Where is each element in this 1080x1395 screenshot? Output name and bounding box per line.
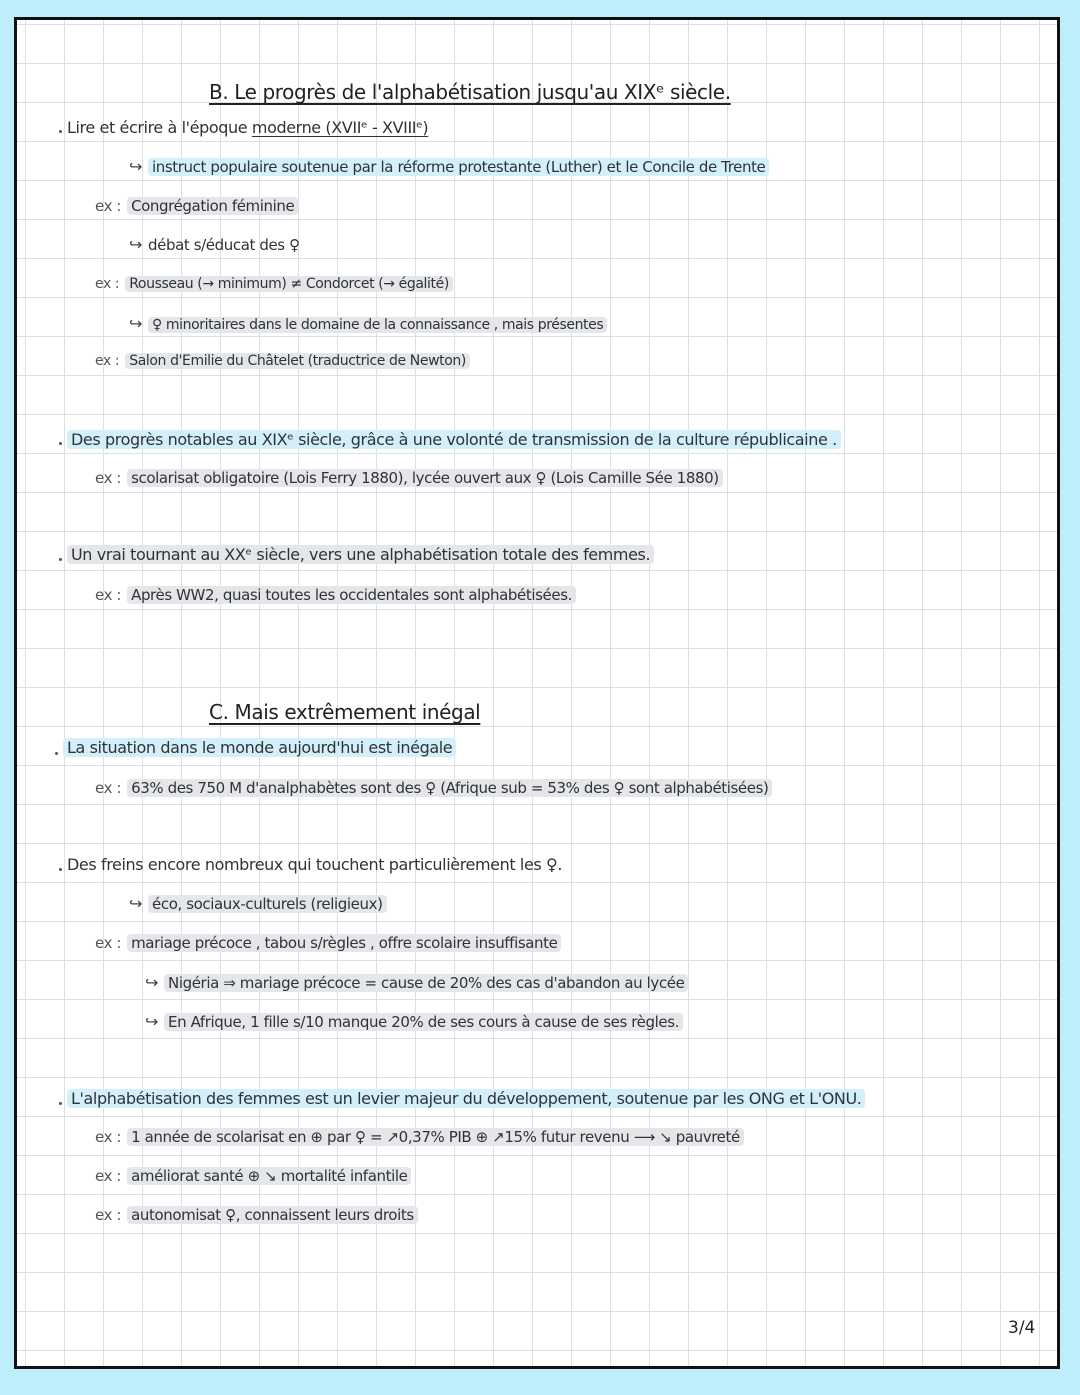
line-b10-text: Un vrai tournant au XXᵉ siècle, vers une alphabétisation totale des femmes. [67,545,654,564]
sub-arrow-icon: ↪ [129,235,143,254]
line-c4-text: éco, sociaux-culturels (religieux) [148,895,387,913]
section-c-title: C. Mais extrêmement inégal [209,700,481,724]
line-b8 [67,430,841,449]
ex-label: ex : [95,197,122,215]
line-b1-text: Lire et écrire à l'époque [67,118,252,137]
line-b6 [129,314,607,333]
line-c1 [63,738,456,757]
line-b10 [67,545,654,564]
bullet [59,130,62,133]
line-c2-text: 63% des 750 M d'analphabètes sont des ♀ (Afrique sub = 53% des ♀ sont alphabétisées) [127,779,772,797]
line-c9 [95,1128,744,1146]
line-c3-text: Des freins encore nombreux qui touchent particulièrement les ♀. [67,855,563,874]
line-c5 [95,934,561,952]
line-b7 [95,353,470,369]
line-b5-text: Rousseau (→ minimum) ≠ Condorcet (→ égalité) [125,276,453,292]
line-b6-text: ♀ minoritaires dans le domaine de la connaissance , mais présentes [148,317,607,333]
line-c6 [145,973,688,992]
line-c4 [129,894,387,913]
line-c10-text: améliorat santé ⊕ ↘ mortalité infantile [127,1167,411,1185]
line-b7-text: Salon d'Emilie du Châtelet (traductrice de Newton) [125,353,470,369]
ex-label: ex : [95,353,120,369]
ex-label: ex : [95,1167,122,1185]
line-b5 [95,276,453,292]
line-c5-text: mariage précoce , tabou s/règles , offre scolaire insuffisante [127,934,561,952]
line-c7 [145,1012,683,1031]
line-b4-text: débat s/éducat des ♀ [148,236,300,254]
line-b3 [95,197,298,215]
line-c9-text: 1 année de scolarisat en ⊕ par ♀ = ↗0,37% PIB ⊕ ↗15% futur revenu ⟶ ↘ pauvreté [127,1128,744,1146]
ex-label: ex : [95,1206,122,1224]
ex-label: ex : [95,276,120,292]
bullet [59,558,62,561]
sub-arrow-icon: ↪ [129,157,143,176]
section-b-title: B. Le progrès de l'alphabétisation jusqu'au XIXᵉ siècle. [209,80,731,104]
ex-label: ex : [95,779,122,797]
ex-label: ex : [95,469,122,487]
notebook-page [14,17,1060,1369]
sub-arrow-icon: ↪ [145,973,159,992]
line-b8-text: Des progrès notables au XIXᵉ siècle, grâce à une volonté de transmission de la culture républicaine . [67,430,841,449]
line-c7-text: En Afrique, 1 fille s/10 manque 20% de ses cours à cause de ses règles. [164,1013,683,1031]
line-b11-text: Après WW2, quasi toutes les occidentales sont alphabétisées. [127,586,576,604]
line-c3 [67,855,562,874]
bullet [55,752,58,755]
line-b11 [95,586,576,604]
line-c10 [95,1167,411,1185]
line-c11 [95,1206,418,1224]
bullet [59,868,62,871]
sub-arrow-icon: ↪ [129,314,143,333]
sub-arrow-icon: ↪ [145,1012,159,1031]
bullet [59,1102,62,1105]
line-c8 [67,1089,865,1108]
line-b3-text: Congrégation féminine [127,197,298,215]
line-c11-text: autonomisat ♀, connaissent leurs droits [127,1206,418,1224]
line-b9-text: scolarisat obligatoire (Lois Ferry 1880), lycée ouvert aux ♀ (Lois Camille Sée 1880) [127,469,723,487]
page-number: 3/4 [1008,1318,1036,1338]
line-c6-text: Nigéria ⇒ mariage précoce = cause de 20% des cas d'abandon au lycée [164,974,688,992]
ex-label: ex : [95,1128,122,1146]
line-b1 [67,118,428,137]
ex-label: ex : [95,586,122,604]
line-c2 [95,779,772,797]
ex-label: ex : [95,934,122,952]
sub-arrow-icon: ↪ [129,894,143,913]
line-b4 [129,235,300,254]
line-b1-epoch: moderne (XVIIᵉ - XVIIIᵉ) [251,118,429,137]
line-c1-text: La situation dans le monde aujourd'hui est inégale [63,738,456,757]
line-b2-text: instruct populaire soutenue par la réforme protestante (Luther) et le Concile de Trente [148,158,769,176]
line-b9 [95,469,723,487]
line-c8-text: L'alphabétisation des femmes est un levier majeur du développement, soutenue par les ONG et L'ONU. [67,1089,865,1108]
bullet [59,442,62,445]
line-b2 [129,157,769,176]
